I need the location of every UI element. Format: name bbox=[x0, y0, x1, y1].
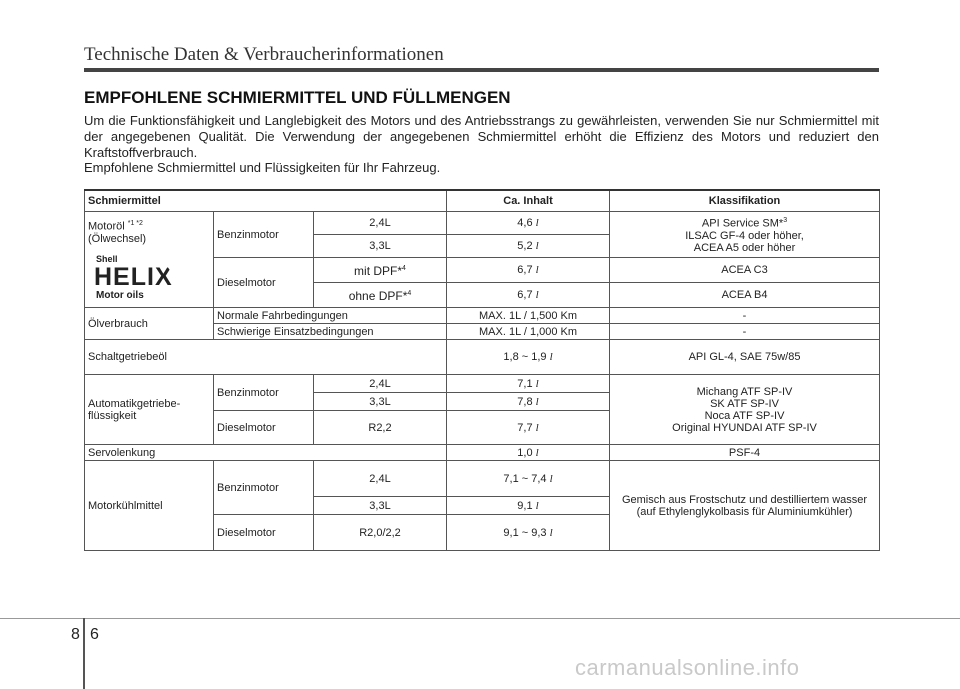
automatik-benzin-amount-2: 7,8 l bbox=[447, 393, 610, 411]
automatik-benzin-size-1: 2,4L bbox=[314, 375, 447, 393]
schaltgetriebe-amount: 1,8 ~ 1,9 l bbox=[447, 340, 610, 375]
footer-divider bbox=[83, 618, 85, 689]
oelverbrauch-class-2: - bbox=[610, 324, 880, 340]
servo-amount: 1,0 l bbox=[447, 445, 610, 461]
servo-label: Servolenkung bbox=[85, 445, 447, 461]
motoroel-cell bbox=[85, 212, 214, 308]
oelverbrauch-cond-1: Normale Fahrbedingungen bbox=[214, 308, 447, 324]
col-header-inhalt: Ca. Inhalt bbox=[447, 190, 610, 212]
automatik-diesel-size: R2,2 bbox=[314, 411, 447, 445]
motoroel-footnote: *1 *2 bbox=[127, 220, 143, 227]
table-row bbox=[85, 445, 880, 461]
motoroel-benzin-label: Benzinmotor bbox=[214, 212, 314, 258]
motoroel-benzin-size-1: 2,4L bbox=[314, 212, 447, 235]
intro-sentence: Empfohlene Schmiermittel und Flüssigkeiten für Ihr Fahrzeug. bbox=[84, 160, 441, 175]
automatik-label: Automatikgetriebe- flüssigkeit bbox=[85, 375, 214, 445]
kuehl-class: Gemisch aus Frostschutz und destilliertem wasser (auf Ethylenglykolbasis für Aluminiumkühler) bbox=[610, 461, 880, 551]
automatik-diesel-amount: 7,7 l bbox=[447, 411, 610, 445]
motoroel-mit-dpf: mit DPF*$^4$ bbox=[314, 258, 447, 283]
oelverbrauch-amount-1: MAX. 1L / 1,500 Km bbox=[447, 308, 610, 324]
footer-rule bbox=[0, 618, 960, 619]
kuehl-benzin-size-1: 2,4L bbox=[314, 461, 447, 497]
motoroel-benzin-amount-1: 4,6 l bbox=[447, 212, 610, 235]
motoroel-mit-dpf-amount: 6,7 l bbox=[447, 258, 610, 283]
automatik-class: Michang ATF SP-IV SK ATF SP-IV Noca ATF SP-IV Original HYUNDAI ATF SP-IV bbox=[610, 375, 880, 445]
table-row bbox=[85, 340, 880, 375]
motoroel-ohne-dpf-class: ACEA B4 bbox=[610, 283, 880, 308]
motoroel-mit-dpf-class: ACEA C3 bbox=[610, 258, 880, 283]
automatik-benzin-amount-1: 7,1 l bbox=[447, 375, 610, 393]
col-header-schmiermittel: Schmiermittel bbox=[85, 190, 447, 212]
motoroel-diesel-label: Dieselmotor bbox=[214, 258, 314, 308]
motoroel-label: Motoröl bbox=[88, 220, 125, 233]
logo-name-text: HELIX bbox=[94, 262, 173, 291]
kuehl-benzin-amount-2: 9,1 l bbox=[447, 497, 610, 515]
automatik-benzin-size-2: 3,3L bbox=[314, 393, 447, 411]
oelverbrauch-cond-2: Schwierige Einsatzbedingungen bbox=[214, 324, 447, 340]
intro-paragraph: Um die Funktionsfähigkeit und Langlebigkeit des Motors und des Antriebsstrangs zu gewährleisten, verwenden Sie nur Schmiermittel mit der angegebenen Qualität. Die Verwendung der angegebenen Schmiermittel erhöht die Effizienz des Motors und reduziert den Kraftstoffverbrauch. bbox=[84, 113, 879, 160]
oelverbrauch-class-1: - bbox=[610, 308, 880, 324]
table-row bbox=[85, 461, 880, 497]
automatik-diesel-label: Dieselmotor bbox=[214, 411, 314, 445]
table-row bbox=[85, 308, 880, 324]
motoroel-benzin-size-2: 3,3L bbox=[314, 235, 447, 258]
watermark: carmanualsonline.info bbox=[575, 655, 800, 680]
motoroel-ohne-dpf: ohne DPF*$^4$ bbox=[314, 283, 447, 308]
motoroel-benzin-class: API Service SM*$^3$ ILSAC GF-4 oder höher, ACEA A5 oder höher bbox=[610, 212, 880, 258]
page-header-title: Technische Daten & Verbraucherinformationen bbox=[84, 44, 444, 65]
oelverbrauch-amount-2: MAX. 1L / 1,000 Km bbox=[447, 324, 610, 340]
shell-helix-logo bbox=[88, 251, 210, 304]
kuehl-benzin-size-2: 3,3L bbox=[314, 497, 447, 515]
kuehl-benzin-amount-1: 7,1 ~ 7,4 l bbox=[447, 461, 610, 497]
oelwechsel-label: (Ölwechsel) bbox=[88, 232, 147, 245]
automatik-benzin-label: Benzinmotor bbox=[214, 375, 314, 411]
logo-sub-text: Motor oils bbox=[96, 289, 144, 301]
kuehl-diesel-size: R2,0/2,2 bbox=[314, 515, 447, 551]
lubricant-table bbox=[84, 189, 880, 551]
servo-class: PSF-4 bbox=[610, 445, 880, 461]
schaltgetriebe-class: API GL-4, SAE 75w/85 bbox=[610, 340, 880, 375]
logo-brand-text: Shell bbox=[96, 253, 118, 264]
table-row bbox=[85, 212, 880, 235]
motoroel-ohne-dpf-amount: 6,7 l bbox=[447, 283, 610, 308]
kuehl-benzin-label: Benzinmotor bbox=[214, 461, 314, 515]
col-header-klassifikation: Klassifikation bbox=[610, 190, 880, 212]
table-row bbox=[85, 375, 880, 393]
motoroel-benzin-amount-2: 5,2 l bbox=[447, 235, 610, 258]
page-number: 6 bbox=[90, 626, 99, 643]
kuehl-label: Motorkühlmittel bbox=[85, 461, 214, 551]
section-title: EMPFOHLENE SCHMIERMITTEL UND FÜLLMENGEN bbox=[84, 88, 511, 107]
table-header-row bbox=[85, 190, 880, 212]
kuehl-diesel-label: Dieselmotor bbox=[214, 515, 314, 551]
schaltgetriebe-label: Schaltgetriebeöl bbox=[85, 340, 447, 375]
chapter-number: 8 bbox=[71, 626, 80, 643]
header-rule bbox=[84, 68, 879, 72]
kuehl-diesel-amount: 9,1 ~ 9,3 l bbox=[447, 515, 610, 551]
oelverbrauch-label: Ölverbrauch bbox=[85, 308, 214, 340]
